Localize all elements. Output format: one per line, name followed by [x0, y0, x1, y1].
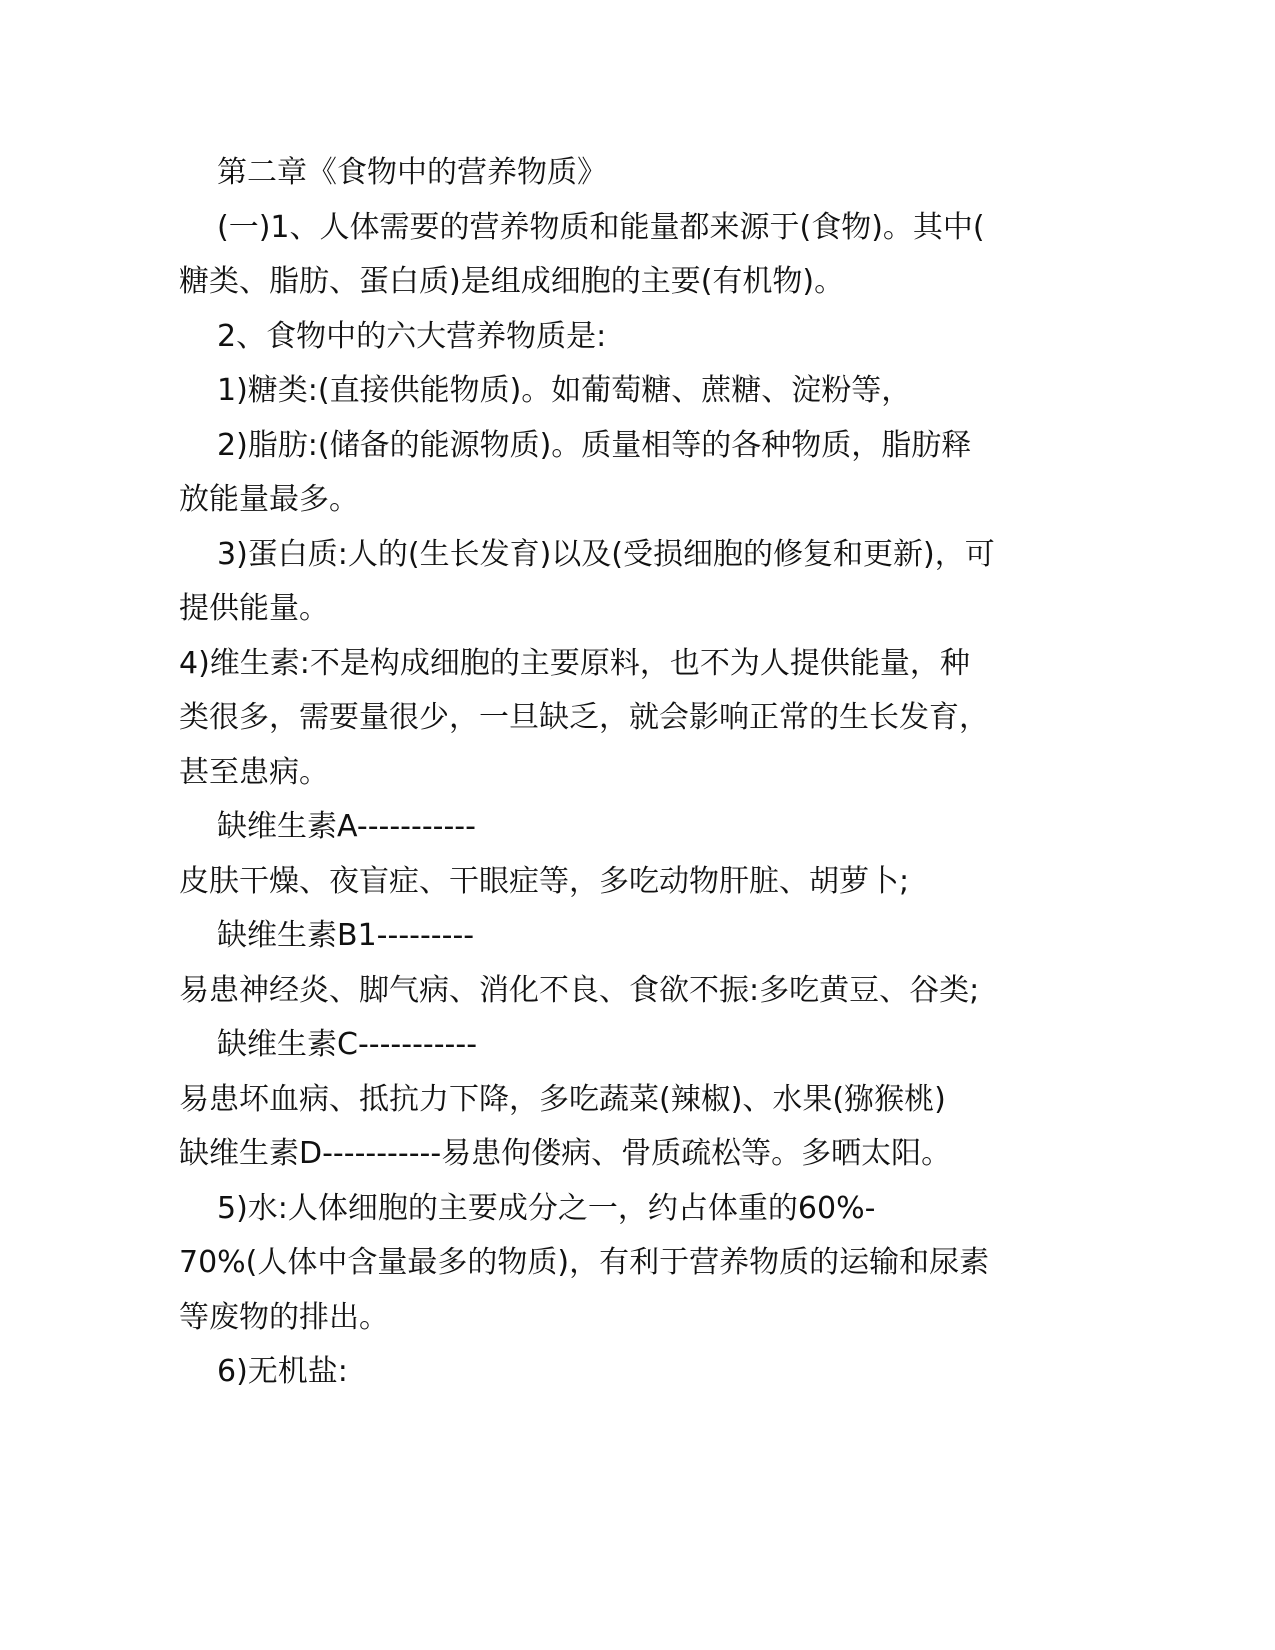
- paragraph-line: 70%(人体中含量最多的物质)，有利于营养物质的运输和尿素: [179, 1245, 990, 1280]
- paragraph-line: 缺维生素C-----------: [217, 1027, 478, 1062]
- paragraph-line: (一)1、人体需要的营养物质和能量都来源于(食物)。其中(: [217, 209, 985, 245]
- paragraph-line: 易患坏血病、抵抗力下降，多吃蔬菜(辣椒)、水果(猕猴桃): [179, 1081, 946, 1117]
- paragraph-line: 2、食物中的六大营养物质是:: [217, 318, 607, 354]
- paragraph-line: 3)蛋白质:人的(生长发育)以及(受损细胞的修复和更新)，可: [217, 536, 995, 572]
- paragraph-line: 类很多，需要量很少，一旦缺乏，就会影响正常的生长发育，: [179, 700, 989, 735]
- paragraph-line: 1)糖类:(直接供能物质)。如葡萄糖、蔗糖、淀粉等，: [217, 373, 912, 408]
- paragraph-line: 6)无机盐:: [217, 1354, 348, 1389]
- paragraph-line: 缺维生素A-----------: [217, 809, 476, 844]
- paragraph-line: 缺维生素D-----------易患佝偻病、骨质疏松等。多晒太阳。: [179, 1136, 952, 1171]
- paragraph-line: 缺维生素B1---------: [217, 918, 475, 953]
- document-page: [179, 146, 1039, 1400]
- paragraph-line: 2)脂肪:(储备的能源物质)。质量相等的各种物质，脂肪释: [217, 427, 972, 463]
- paragraph-line: 提供能量。: [179, 591, 329, 626]
- paragraph-line: 甚至患病。: [179, 754, 329, 790]
- chapter-title: 第二章《食物中的营养物质》: [217, 155, 607, 190]
- paragraph-line: 5)水:人体细胞的主要成分之一，约占体重的60%-: [217, 1190, 876, 1226]
- paragraph-line: 糖类、脂肪、蛋白质)是组成细胞的主要(有机物)。: [179, 264, 845, 299]
- paragraph-line: 等废物的排出。: [179, 1299, 389, 1335]
- paragraph-line: 4)维生素:不是构成细胞的主要原料，也不为人提供能量，种: [179, 645, 970, 681]
- paragraph-line: 易患神经炎、脚气病、消化不良、食欲不振:多吃黄豆、谷类;: [179, 972, 980, 1008]
- paragraph-line: 皮肤干燥、夜盲症、干眼症等，多吃动物肝脏、胡萝卜;: [179, 863, 910, 899]
- paragraph-line: 放能量最多。: [179, 482, 359, 517]
